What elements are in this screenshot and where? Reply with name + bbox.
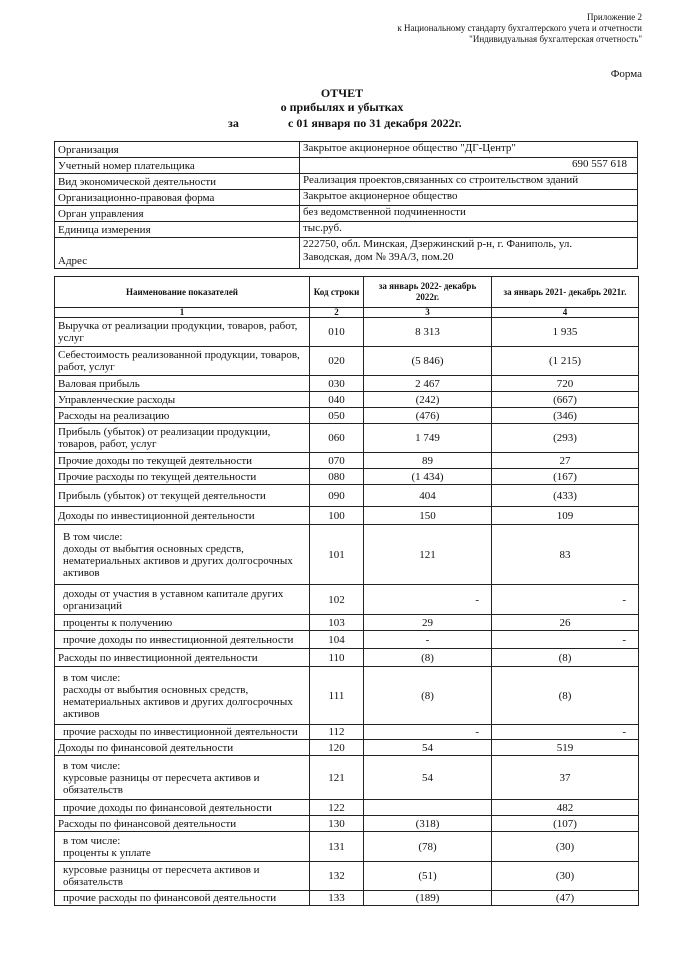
value-2021: 519 — [492, 740, 639, 756]
value-2022: - — [364, 725, 492, 740]
report-title — [0, 86, 684, 114]
row-code: 100 — [310, 507, 364, 525]
org-label: Организация — [55, 142, 300, 158]
appendix-line: "Индивидуальная бухгалтерская отчетность" — [469, 34, 642, 44]
value-2022: (8) — [364, 649, 492, 667]
table-row — [55, 631, 639, 649]
header-code: Код строки — [310, 277, 364, 308]
table-row — [55, 408, 639, 424]
row-code: 101 — [310, 525, 364, 585]
row-name: Доходы по финансовой деятельности — [55, 740, 310, 756]
value-2021: 482 — [492, 800, 639, 816]
org-value-address — [300, 238, 638, 269]
value-2021: (346) — [492, 408, 639, 424]
row-subheading: в том числе: — [63, 759, 121, 772]
row-name — [55, 832, 310, 862]
income-statement-table — [54, 276, 639, 906]
header-2022: за январь 2022- декабрь 2022г. — [364, 277, 492, 308]
table-row — [55, 832, 639, 862]
row-code: 020 — [310, 347, 364, 376]
row-name: Расходы по финансовой деятельности — [55, 816, 310, 832]
row-code: 120 — [310, 740, 364, 756]
table-row — [55, 453, 639, 469]
row-name: Доходы по инвестиционной деятельности — [55, 507, 310, 525]
value-2021: (30) — [492, 832, 639, 862]
value-2022: (5 846) — [364, 347, 492, 376]
value-2022: (189) — [364, 891, 492, 906]
row-code: 070 — [310, 453, 364, 469]
value-2021: (433) — [492, 485, 639, 507]
value-2022: 54 — [364, 756, 492, 800]
table-row — [55, 485, 639, 507]
row-name: прочие доходы по финансовой деятельности — [55, 800, 310, 816]
value-2022: (51) — [364, 862, 492, 891]
value-2021: - — [492, 631, 639, 649]
appendix-line: к Национальному стандарту бухгалтерского учета и отчетности — [397, 23, 642, 33]
table-row — [55, 424, 639, 453]
value-2022: 150 — [364, 507, 492, 525]
value-2022: - — [364, 585, 492, 615]
table-row — [55, 469, 639, 485]
table-header-row — [55, 277, 639, 308]
value-2022: (78) — [364, 832, 492, 862]
value-2022: 2 467 — [364, 376, 492, 392]
org-row — [55, 222, 638, 238]
row-subheading: в том числе: — [63, 834, 121, 847]
value-2022: (476) — [364, 408, 492, 424]
row-subheading: в том числе: — [63, 671, 121, 684]
org-value: Закрытое акционерное общество — [300, 190, 638, 206]
table-row — [55, 649, 639, 667]
row-subheading: В том числе: — [63, 530, 123, 543]
address-line: 222750, обл. Минская, Дзержинский р-н, г. Фаниполь, ул. — [303, 238, 573, 250]
table-row — [55, 740, 639, 756]
value-2022: (1 434) — [364, 469, 492, 485]
row-name: доходы от участия в уставном капитале других организаций — [55, 585, 310, 615]
value-2022 — [364, 800, 492, 816]
org-row — [55, 206, 638, 222]
value-2021: 37 — [492, 756, 639, 800]
row-name — [55, 756, 310, 800]
value-2021: 83 — [492, 525, 639, 585]
table-row — [55, 615, 639, 631]
row-code: 030 — [310, 376, 364, 392]
row-name-detail: курсовые разницы от пересчета активов и обязательств — [63, 771, 260, 796]
title-line-2: о прибылях и убытках — [280, 100, 404, 114]
value-2022: 54 — [364, 740, 492, 756]
row-name: Управленческие расходы — [55, 392, 310, 408]
column-number: 4 — [492, 308, 639, 318]
org-label: Учетный номер плательщика — [55, 158, 300, 174]
row-name: Прибыль (убыток) от текущей деятельности — [55, 485, 310, 507]
row-name: Расходы на реализацию — [55, 408, 310, 424]
row-code: 050 — [310, 408, 364, 424]
org-row-address — [55, 238, 638, 269]
org-row — [55, 158, 638, 174]
value-2021: - — [492, 725, 639, 740]
table-row — [55, 667, 639, 725]
row-code: 040 — [310, 392, 364, 408]
org-value: без ведомственной подчиненности — [300, 206, 638, 222]
table-row — [55, 725, 639, 740]
value-2021: 26 — [492, 615, 639, 631]
header-2021: за январь 2021- декабрь 2021г. — [492, 277, 639, 308]
table-row — [55, 862, 639, 891]
table-row — [55, 891, 639, 906]
value-2021: (1 215) — [492, 347, 639, 376]
value-2022: 8 313 — [364, 318, 492, 347]
row-code: 112 — [310, 725, 364, 740]
row-code: 102 — [310, 585, 364, 615]
value-2021: (293) — [492, 424, 639, 453]
row-code: 090 — [310, 485, 364, 507]
title-line-1: ОТЧЕТ — [320, 86, 364, 100]
row-code: 104 — [310, 631, 364, 649]
value-2021: (47) — [492, 891, 639, 906]
table-row — [55, 525, 639, 585]
value-2021: (8) — [492, 667, 639, 725]
row-name: проценты к получению — [55, 615, 310, 631]
org-value: тыс.руб. — [300, 222, 638, 238]
value-2021: (30) — [492, 862, 639, 891]
org-row — [55, 142, 638, 158]
org-row — [55, 190, 638, 206]
org-label: Единица измерения — [55, 222, 300, 238]
org-value: Реализация проектов,связанных со строительством зданий — [300, 174, 638, 190]
row-name: курсовые разницы от пересчета активов и обязательств — [55, 862, 310, 891]
row-code: 122 — [310, 800, 364, 816]
column-number: 3 — [364, 308, 492, 318]
column-number: 2 — [310, 308, 364, 318]
row-name: Прочие доходы по текущей деятельности — [55, 453, 310, 469]
header-name: Наименование показателей — [55, 277, 310, 308]
row-name: прочие расходы по инвестиционной деятельности — [55, 725, 310, 740]
table-row — [55, 347, 639, 376]
row-name — [55, 525, 310, 585]
row-code: 103 — [310, 615, 364, 631]
org-label: Организационно-правовая форма — [55, 190, 300, 206]
row-name: Прибыль (убыток) от реализации продукции, товаров, работ, услуг — [55, 424, 310, 453]
value-2022: - — [364, 631, 492, 649]
table-row — [55, 507, 639, 525]
column-number: 1 — [55, 308, 310, 318]
row-code: 111 — [310, 667, 364, 725]
value-2021: (107) — [492, 816, 639, 832]
value-2021: 27 — [492, 453, 639, 469]
value-2021: 109 — [492, 507, 639, 525]
row-name: Расходы по инвестиционной деятельности — [55, 649, 310, 667]
value-2021: - — [492, 585, 639, 615]
row-name: Прочие расходы по текущей деятельности — [55, 469, 310, 485]
row-name: прочие расходы по финансовой деятельности — [55, 891, 310, 906]
row-code: 121 — [310, 756, 364, 800]
appendix-line: Приложение 2 — [586, 12, 642, 22]
table-row — [55, 756, 639, 800]
table-row — [55, 392, 639, 408]
row-code: 110 — [310, 649, 364, 667]
row-name-detail: расходы от выбытия основных средств, нематериальных активов и других долгосрочных активов — [63, 683, 293, 720]
org-value: Закрытое акционерное общество "ДГ-Центр" — [300, 142, 638, 158]
value-2022: 89 — [364, 453, 492, 469]
column-numbers-row — [55, 308, 639, 318]
row-name: прочие доходы по инвестиционной деятельности — [55, 631, 310, 649]
table-row — [55, 816, 639, 832]
org-label: Вид экономической деятельности — [55, 174, 300, 190]
value-2022: 1 749 — [364, 424, 492, 453]
form-label: Форма — [610, 68, 642, 80]
row-code: 080 — [310, 469, 364, 485]
appendix-note — [397, 12, 642, 45]
value-2022: 121 — [364, 525, 492, 585]
table-row — [55, 585, 639, 615]
table-row — [55, 800, 639, 816]
value-2021: 1 935 — [492, 318, 639, 347]
value-2022: 404 — [364, 485, 492, 507]
row-code: 131 — [310, 832, 364, 862]
org-row — [55, 174, 638, 190]
value-2021: (8) — [492, 649, 639, 667]
row-code: 060 — [310, 424, 364, 453]
address-line: Заводская, дом № 39А/3, пом.20 — [303, 251, 454, 263]
row-name: Себестоимость реализованной продукции, товаров, работ, услуг — [55, 347, 310, 376]
value-2022: (242) — [364, 392, 492, 408]
row-code: 130 — [310, 816, 364, 832]
period-prefix: за — [228, 116, 239, 130]
value-2022: 29 — [364, 615, 492, 631]
value-2021: (167) — [492, 469, 639, 485]
row-name-detail: доходы от выбытия основных средств, нематериальных активов и других долгосрочных активов — [63, 542, 293, 579]
row-code: 133 — [310, 891, 364, 906]
table-row — [55, 318, 639, 347]
value-2021: 720 — [492, 376, 639, 392]
table-row — [55, 376, 639, 392]
organization-info-table — [54, 141, 638, 269]
row-name: Валовая прибыль — [55, 376, 310, 392]
row-code: 132 — [310, 862, 364, 891]
row-name — [55, 667, 310, 725]
row-name: Выручка от реализации продукции, товаров, работ, услуг — [55, 318, 310, 347]
value-2021: (667) — [492, 392, 639, 408]
org-label: Адрес — [55, 238, 300, 269]
org-label: Орган управления — [55, 206, 300, 222]
report-period: с 01 января по 31 декабря 2022г. — [288, 116, 462, 130]
value-2022: (318) — [364, 816, 492, 832]
value-2022: (8) — [364, 667, 492, 725]
org-value: 690 557 618 — [300, 158, 638, 174]
row-name-detail: проценты к уплате — [63, 846, 151, 859]
row-code: 010 — [310, 318, 364, 347]
